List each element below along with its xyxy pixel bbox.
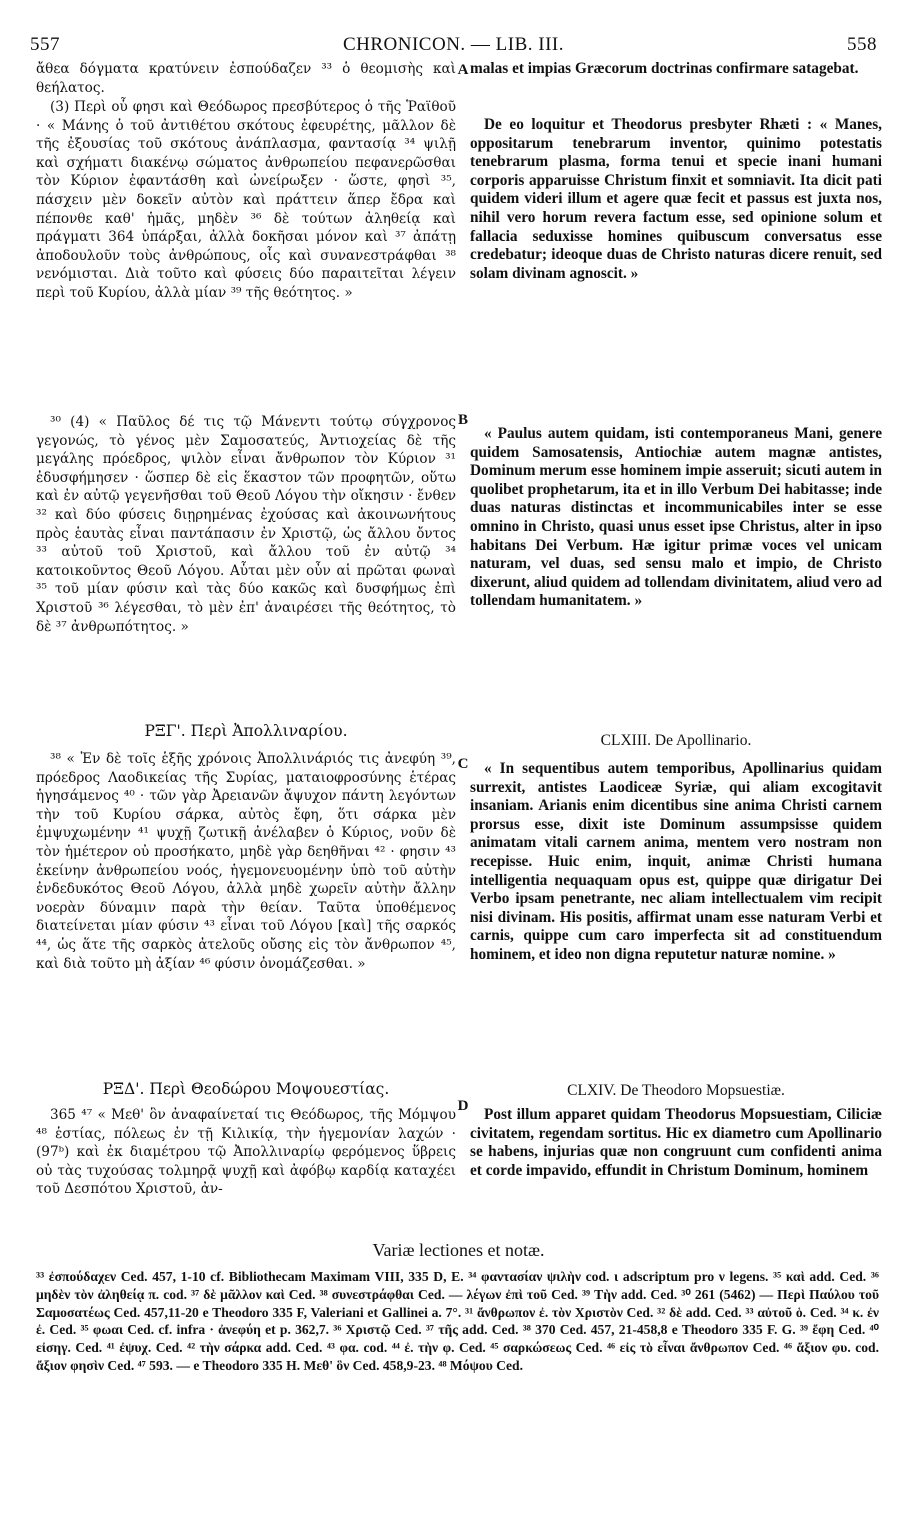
notes-block: ³³ ἐσπούδαχεν Ced. 457, 1-10 cf. Bibliothecam Maximam VIII, 335 D, E. ³⁴ φαντασίαν ψιλὴν cod. ι adscriptum pro ν legens. ³⁵ καὶ add. Ced. ³⁶ μηδὲν τὸν ἀληθείᾳ π. cod. ³⁷ δὲ μᾶλλον καὶ Ced. ³⁸ συνεστράφθαι Ced. — λέγων ἐπὶ τοῦ Ced. ³⁹ Τὴν add. Ced. ³⁰ 261 (5462) — Περὶ Παύλου τοῦ Σαμοσατέως Ced. 457,11-20 e Theodoro 335 F, Valeriani et Gallinei a. 7°. ³¹ ἄνθρωπον ἐ. τὸν Χριστὸν Ced. ³² δὲ add. Ced. ³³ αὐτοῦ ὁ. Ced. ³⁴ κ. ἐν ἐ. Ced. ³⁵ φωαι Ced. cf. infra · ἀνεφύη et p. 362,7. ³⁶ Χριστῷ Ced. ³⁷ τῆς add. Ced. ³⁸ 370 Ced. 457, 21-458,8 e Theodoro 335 F. G. ³⁹ ἔφη Ced. ⁴⁰ εἰσηγ. Ced. ⁴¹ ἐψυχ. Ced. ⁴² τὴν σάρκα add. Ced. ⁴³ φα. cod. ⁴⁴ ἐ. τὴν φ. Ced. ⁴⁵ σαρκώσεως Ced. ⁴⁶ εἰς τὸ εἶναι ἄνθρωπον Ced. ⁴⁶ ἄξιον φυ. cod. ἄξιον φησὶν Ced. ⁴⁷ 593. — e Theodoro 335 H. Μεθ' ὃν Ced. 458,9-23. ⁴⁸ Μόψου Ced.	[36, 1269, 879, 1373]
section-marker-c: C	[457, 756, 469, 772]
running-header	[30, 34, 877, 58]
latin-paragraph: « In sequentibus autem temporibus, Apollinarius quidam surrexit, antistes Laodiceæ Syriæ, qui aliam excogitavit insaniam. Arianis enim dicentibus sine anima Christi carnem prorsus esse, dixit iste Dominum assumpsisse quidem animatam vitali carnem anima, mentem vero nostram non recepisse. Huic enim, inquit, animæ Christi humana intelligentia nequaquam opus est, quippe quæ dirigatur Dei Verbo ipsam penetrante, nec aliam intellectualem vim recipit nisi divinam. His positis, affirmat unam esse naturam Verbi et carnis, quippe cum caro imperfecta sit ad constituendum hominem, et ideo non digna reputetur naturæ nomine. »	[470, 760, 882, 963]
latin-paragraph: malas et impias Græcorum doctrinas confirmare satagebat.	[470, 60, 859, 77]
notes-title: Variæ lectiones et notæ.	[372, 1240, 545, 1260]
latin-section-title: CLXIV. De Theodoro Mopsuestiæ.	[567, 1082, 785, 1099]
latin-paragraph: Post illum apparet quidam Theodorus Mopsuestiam, Ciliciæ civitatem, regendam sortitus. Hic ex diametro cum Apollinario se habens, injurias quæ non congruunt cum confidenti anima et corde impavido, effundit in Christum Dominum, hominem	[470, 1106, 882, 1179]
latin-paragraph: « Paulus autem quidam, isti contemporaneus Mani, genere quidem Samosatensis, Antiochiæ autem magnæ antistes, Dominum merum esse hominem impie asseruit; sicuti autem in quolibet prophetarum, ita et in illo Verbum Dei habitasse; inde duas naturas distinctas et incommunicabiles inter se esse omnino in Christo, quasi unus esset ipse Christus, alter in ipso habitans Dei Verbum. Hæ igitur primæ voces vel unicam naturam, vel duas, sed sensu malo et impio, de Christo dixerunt, aliud quidem ad tollendam divinitatem, aliud vero ad tollendam humanitatem. »	[470, 425, 882, 610]
greek-section-title: ΡΞΓ'. Περὶ Ἀπολλιναρίου.	[144, 722, 348, 740]
greek-paragraph: 365 ⁴⁷ « Μεθ' ὃν ἀναφαίνεταί τις Θεόδωρος, τῆς Μόμψου ⁴⁸ ἑστίας, πόλεως ἐν τῇ Κιλικίᾳ, τὴν ἡγεμονίαν λαχών · (97ᵇ) καὶ ἐκ διαμέτρου τῷ Ἀπολλιναρίῳ φερόμενος ὕβρεις οὐ τὰς τυχούσας τολμηρᾷ ψυχῇ καὶ ἀφόβῳ καρδίᾳ καταχέει τοῦ Δεσπότου Χριστοῦ, ἀν-	[36, 1107, 456, 1198]
greek-paragraph: ³⁸ « Ἐν δὲ τοῖς ἑξῆς χρόνοις Ἀπολλινάριός τις ἀνεφύη ³⁹, πρόεδρος Λαοδικείας τῆς Συρίας, ματαιοφροσύνης ἑτέρας ἡγησάμενος ⁴⁰ · τῶν γὰρ Ἀρειανῶν ἄψυχον πάντη λεγόντων τὴν τοῦ Κυρίου σάρκα, αὐτὸς ἔφη, ὅτι σάρκα μὲν ἐμψυχωμένην ⁴¹ ψυχῇ ζωτικῇ ἀνέλαβεν ὁ Κύριος, νοῦν δὲ τὸν ἡμέτερον οὐ προσήκατο, μηδὲ γὰρ δεηθῆναι ⁴² · φησιν ⁴³ ἐκείνην ἀνθρωπείου νοός, ἡγεμονευομένην ὑπὸ τοῦ αὐτὴν ἐνδεδυκότος Θεοῦ Λόγου, ἀλλὰ μηδὲ χωρεῖν αὐτὴν ἄλλην νοερὰν δύναμιν παρὰ τὴν θείαν. Ταῦτα ὑποθέμενος διατείνεται μίαν φύσιν ⁴³ εἶναι τοῦ Λόγου [καὶ] τῆς σαρκός ⁴⁴, ὡς ἅτε τῆς σαρκὸς ἀτελοῦς οὔσης εἰς τὸν ἄνθρωπον ⁴⁵, καὶ διὰ τοῦτο μὴ ἀξίαν ⁴⁶ φύσιν ὀνομάζεσθαι. »	[36, 751, 456, 972]
section-marker-a: A	[457, 62, 469, 78]
greek-paragraph: ³⁰ (4) « Παῦλος δέ τις τῷ Μάνεντι τούτῳ σύγχρονος γεγονώς, τὸ γένος μὲν Σαμοσατεύς, Ἀντιοχείας δὲ τῆς μεγάλης πρόεδρος, ψιλὸν εἶναι ἄνθρωπον τὸν Κύριον ³¹ ἐδυσφήμησεν · ὥσπερ δὲ εἰς ἕκαστον τῶν προφητῶν, οὕτω καὶ ἐν αὐτῷ γεγενῆσθαι τοῦ Θεοῦ Λόγου τὴν οἴκησιν · ἔνθεν ³² καὶ δύο φύσεις διῃρημένας ἐχούσας καὶ ἀκοινωνήτους πρὸς ἑαυτὰς εἶναι παντάπασιν ἐν Χριστῷ, ὡς ἄλλου ὄντος ³³ αὐτοῦ τοῦ Χριστοῦ, καὶ ἄλλου τοῦ ἐν αὐτῷ ³⁴ κατοικοῦντος Θεοῦ Λόγου. Αὗται μὲν οὖν αἱ πρῶται φωναὶ ³⁵ τοῦ μίαν φύσιν καὶ τὰς δύο κακῶς καὶ δυσφήμως ἐπὶ Χριστοῦ ³⁶ λέγεσθαι, τὸ μὲν ἐπ' ἀναιρέσει τῆς θεότητος, τὸ δὲ ³⁷ ἀνθρωπότητος. »	[36, 414, 456, 635]
latin-paragraph: De eo loquitur et Theodorus presbyter Rhæti : « Manes, oppositarum tenebrarum inventor, quinimo potestatis tenebrarum plasma, forma tenui et specie inani humani corporis apparuisse Christum finxit et somniavit. Ita dicit pati quidem videri illum et agere quæ fecit et passus est juxta nos, nihil vero horum revera factum esse, sed opinione solum et fallacia seduxisse homines quibuscum conversatus esse credebatur; ideoque duas de Christo naturas dicere renuit, sed solam divinam agnoscit. »	[470, 116, 882, 282]
latin-section-title: CLXIII. De Apollinario.	[600, 732, 752, 749]
greek-paragraph: (3) Περὶ οὗ φησι καὶ Θεόδωρος πρεσβύτερος ὁ τῆς Ῥαϊθοῦ · « Μάνης ὁ τοῦ ἀντιθέτου σκότους ἐφευρέτης, μᾶλλον δὲ τῆς ἐξουσίας τοῦ σκότους ἀνάπλασμα, φαντασίᾳ ³⁴ ψιλῇ καὶ σχήματι διακένῳ σώματος ἀνθρωπείου πεφανερῶσθαι τὸν Κύριον ἐφαντάσθη καὶ ὠνείρωξεν · ὥστε, φησὶ ³⁵, πάσχειν μὲν δοκεῖν αὐτὸν καὶ πράττειν ἅπερ ἔδρα καὶ πέπονθε καθ' ἡμᾶς, μηδὲν ³⁶ δὲ τούτων ἀληθείᾳ καὶ πράγματι 364 ὑπάρξαι, ἀλλὰ δοκῆσαι μόνον καὶ ³⁷ ἀπάτῃ ἀποδουλοῦν τοὺς ἀνθρώπους, οἷς καὶ συνανεστράφθαι ³⁸ νενόμισται. Διὰ τοῦτο καὶ φύσεις δύο παραιτεῖται λέγειν περὶ τοῦ Κυρίου, ἀλλὰ μίαν ³⁹ τῆς θεότητος. »	[36, 99, 456, 301]
running-title: CHRONICON. — LIB. III.	[342, 34, 565, 55]
greek-section-title: ΡΞΔ'. Περὶ Θεοδώρου Μοψουεστίας.	[102, 1080, 390, 1098]
section-marker-b: B	[457, 412, 468, 428]
section-marker-d: D	[457, 1098, 469, 1114]
greek-paragraph: ἄθεα δόγματα κρατύνειν ἐσπούδαζεν ³³ ὁ θεομισὴς καὶ θεήλατος.	[36, 61, 456, 96]
page-number-left: 557	[30, 34, 60, 55]
page-number-right: 558	[847, 34, 877, 55]
